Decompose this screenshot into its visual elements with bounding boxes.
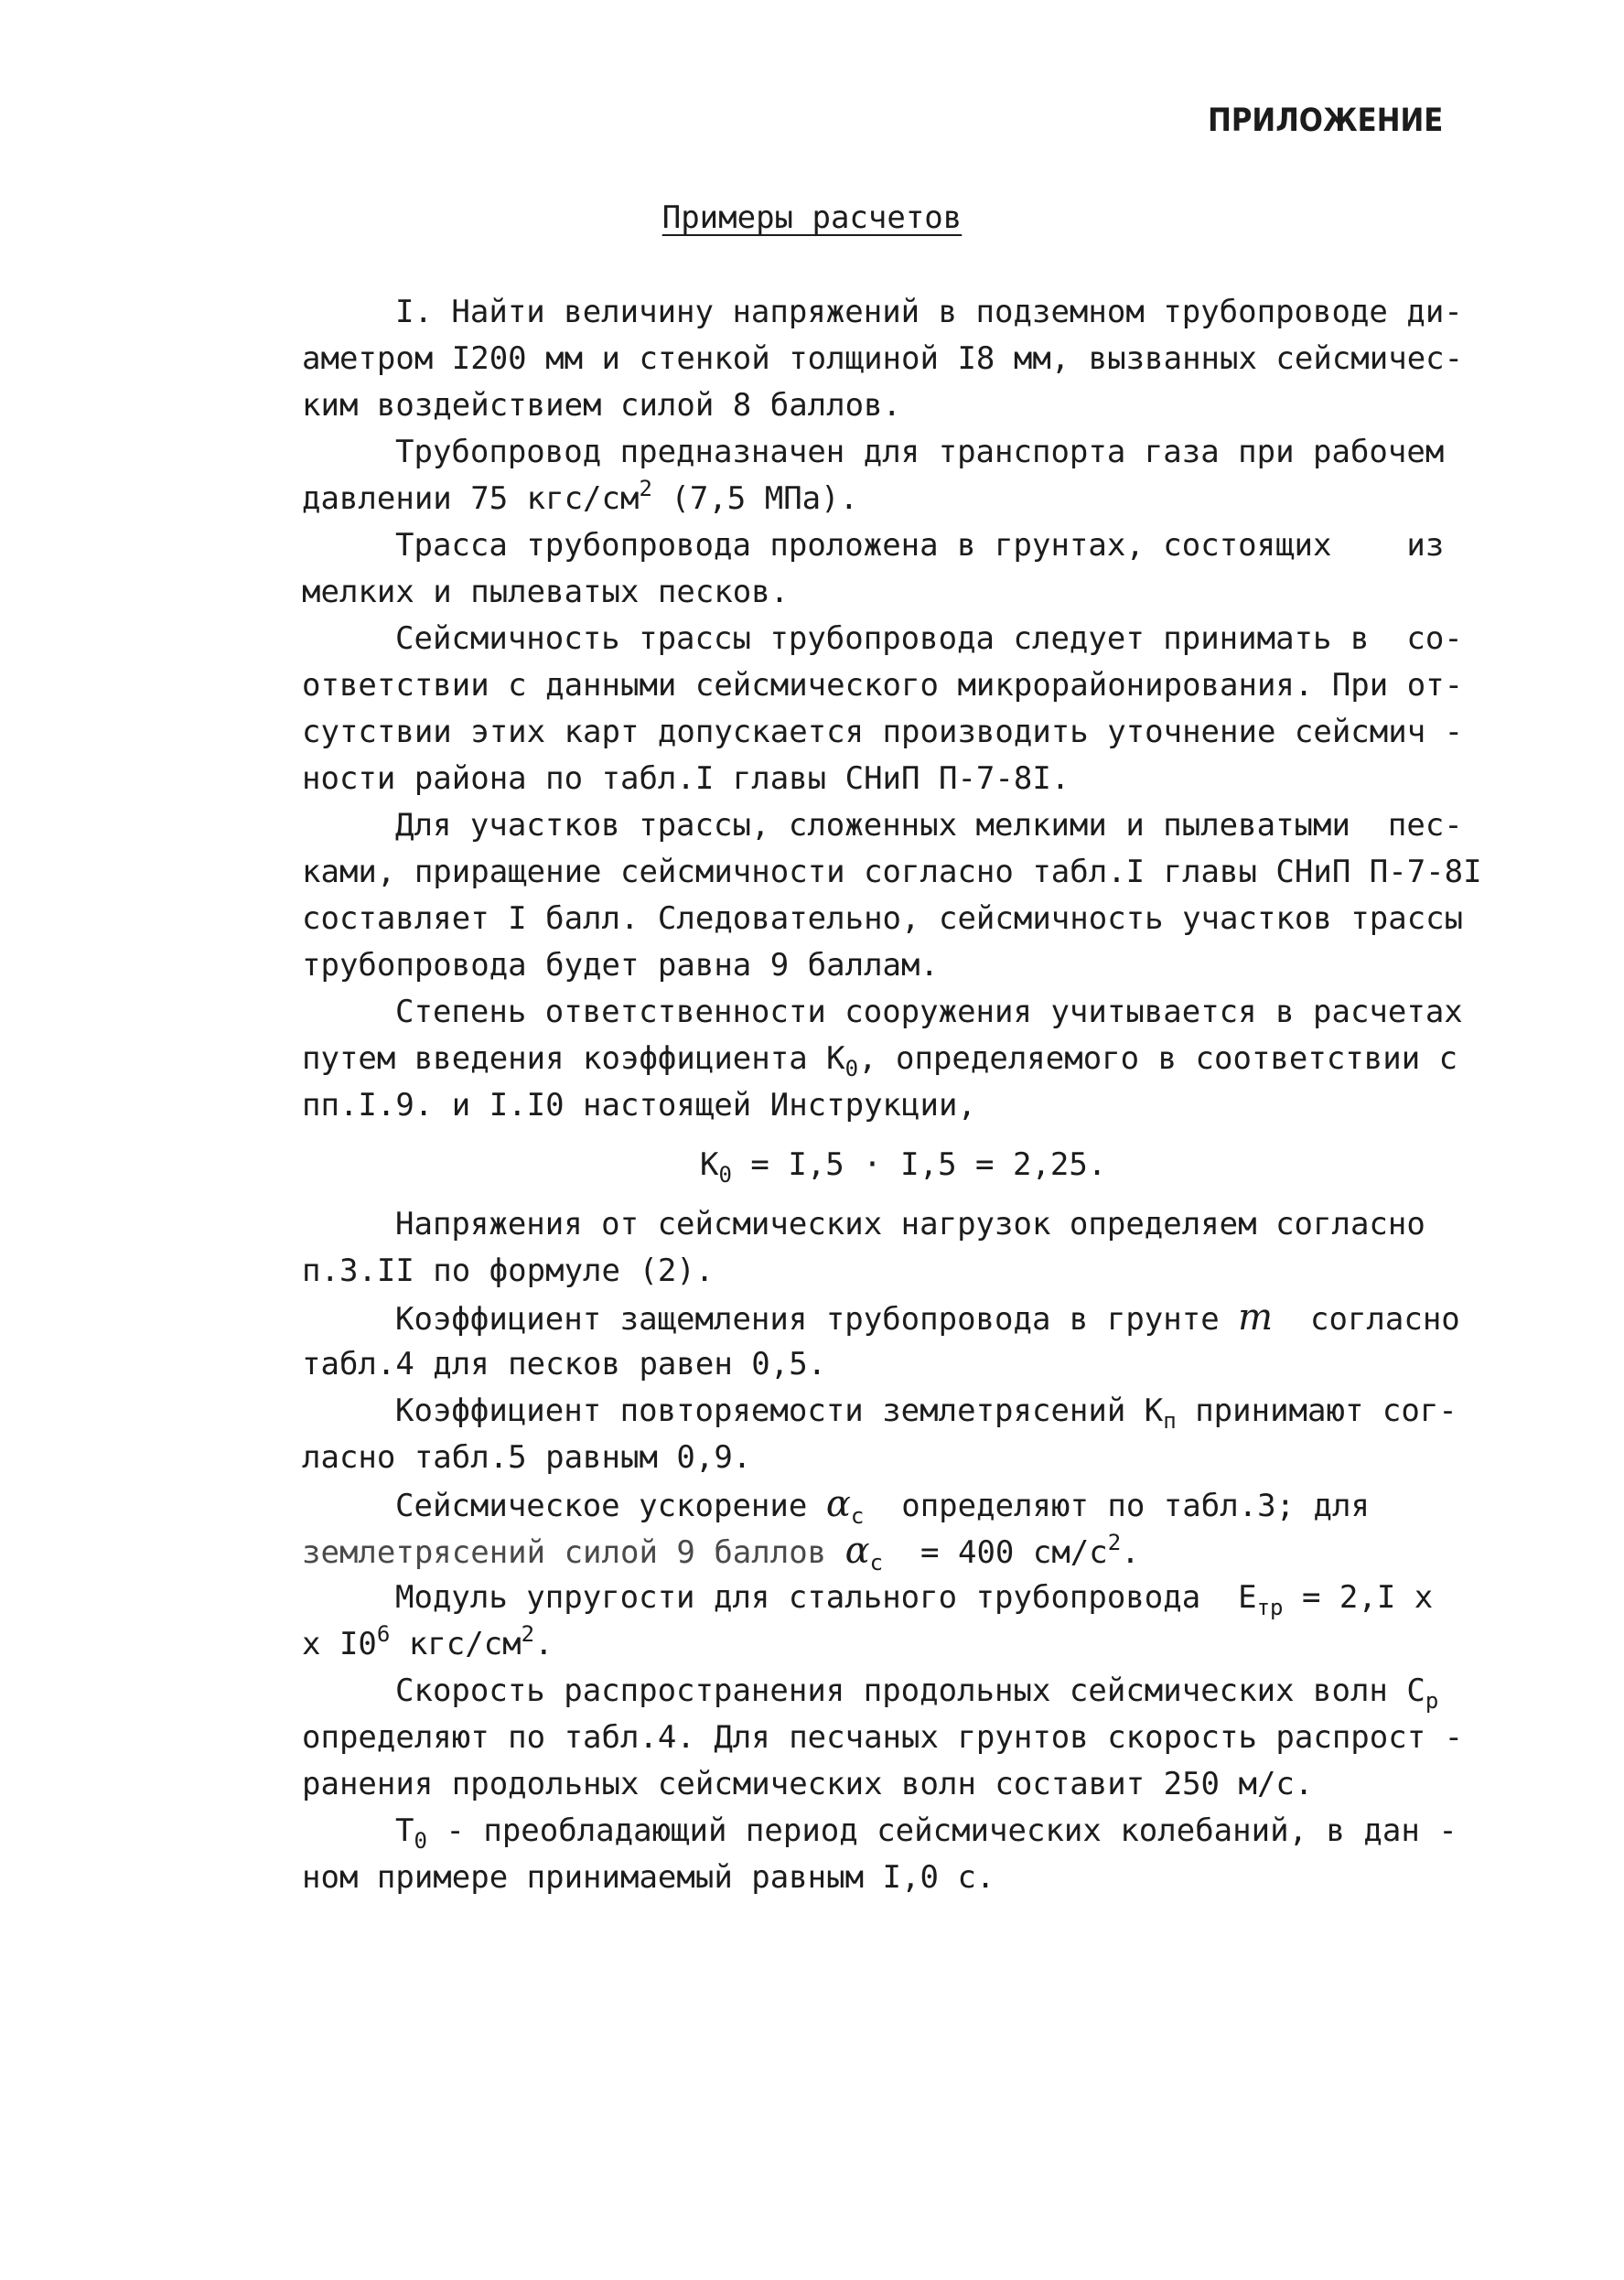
paragraph-6-line-1: Степень ответственности сооружения учитывается в расчетах bbox=[395, 994, 1463, 1030]
acceleration-value: = 400 см/с bbox=[883, 1534, 1108, 1571]
earthquake-text: землетрясений силой 9 баллов bbox=[302, 1534, 845, 1571]
document-body bbox=[302, 289, 1482, 1901]
paragraph-9-line-1 bbox=[302, 1295, 1482, 1341]
paragraph-3-line-1: Трасса трубопровода проложена в грунтах, состоящих из bbox=[395, 527, 1445, 564]
wave-speed-subscript: р bbox=[1425, 1688, 1439, 1714]
coefficient-subscript: 0 bbox=[844, 1056, 859, 1081]
wave-speed-text: Скорость распространения продольных сейсмических волн С bbox=[395, 1672, 1425, 1709]
paragraph-5-line-4: трубопровода будет равна 9 баллам. bbox=[302, 947, 939, 984]
recurrence-text-rest: принимают сог- bbox=[1176, 1393, 1457, 1429]
acceleration-text: Сейсмическое ускорение bbox=[395, 1488, 826, 1524]
formula-symbol: К bbox=[700, 1146, 719, 1183]
modulus-power-base: x I0 bbox=[302, 1626, 377, 1662]
acceleration-subscript: c bbox=[850, 1503, 865, 1529]
paragraph-11-line-2 bbox=[302, 1528, 1482, 1575]
paragraph-1-line-2: аметром I200 мм и стенкой толщиной I8 мм, вызванных сейсмичес- bbox=[302, 340, 1464, 377]
section-title: Примеры расчетов bbox=[661, 199, 963, 236]
paragraph-12-line-1 bbox=[302, 1575, 1482, 1621]
acceleration-exponent: 2 bbox=[1107, 1530, 1122, 1555]
paragraph-9-line-2: табл.4 для песков равен 0,5. bbox=[302, 1346, 827, 1382]
coefficient-text-rest: , определяемого в соответствии с bbox=[858, 1040, 1458, 1077]
pressure-text: давлении 75 кгс/см bbox=[302, 480, 640, 517]
paragraph-5-line-2: ками, приращение сейсмичности согласно табл.I главы СНиП П-7-8I bbox=[302, 854, 1482, 890]
paragraph-1-line-1: I. Найти величину напряжений в подземном трубопроводе ди- bbox=[395, 294, 1463, 330]
paragraph-4-line-3: сутствии этих карт допускается производить уточнение сейсмич - bbox=[302, 714, 1464, 750]
clamping-symbol-m: m bbox=[1238, 1296, 1274, 1339]
paragraph-4-line-2: ответствии с данными сейсмического микрорайонирования. При от- bbox=[302, 667, 1464, 704]
paragraph-1-line-3: ким воздействием силой 8 баллов. bbox=[302, 387, 902, 424]
paragraph-8-line-2: п.3.II по формуле (2). bbox=[302, 1253, 715, 1289]
formula-subscript: 0 bbox=[718, 1162, 732, 1188]
paragraph-8-line-1: Напряжения от сейсмических нагрузок определяем согласно bbox=[395, 1206, 1425, 1242]
paragraph-13-line-2: определяют по табл.4. Для песчаных грунтов скорость распрост - bbox=[302, 1719, 1464, 1756]
formula-expression: = I,5 · I,5 = 2,25. bbox=[731, 1146, 1107, 1183]
acceleration-end: . bbox=[1121, 1534, 1140, 1571]
paragraph-12-line-2 bbox=[302, 1621, 1482, 1668]
paragraph-14-line-1 bbox=[302, 1808, 1482, 1855]
coefficient-text: путем введения коэффициента К bbox=[302, 1040, 845, 1077]
acceleration-text-rest: определяют по табл.3; для bbox=[864, 1488, 1370, 1524]
formula-k0 bbox=[302, 1142, 1482, 1188]
paragraph-2-line-1: Трубопровод предназначен для транспорта газа при рабочем bbox=[395, 434, 1445, 470]
clamping-text-rest: согласно bbox=[1273, 1301, 1460, 1338]
clamping-text: Коэффициент защемления трубопровода в грунте bbox=[395, 1301, 1239, 1338]
modulus-text: Модуль упругости для стального трубопровода Е bbox=[395, 1579, 1257, 1616]
pressure-mpa: (7,5 МПа). bbox=[651, 480, 859, 517]
recurrence-text: Коэффициент повторяемости землетрясений К bbox=[395, 1393, 1164, 1429]
pressure-unit-exponent: 2 bbox=[639, 476, 652, 501]
paragraph-4-line-1: Сейсмичность трассы трубопровода следует принимать в со- bbox=[395, 620, 1463, 657]
paragraph-14-line-2: ном примере принимаемый равным I,0 с. bbox=[302, 1859, 995, 1896]
period-text: - преобладающий период сейсмических колебаний, в дан - bbox=[426, 1812, 1457, 1849]
paragraph-2-line-2 bbox=[302, 476, 1482, 522]
modulus-end: . bbox=[534, 1626, 554, 1662]
modulus-power-exponent: 6 bbox=[376, 1621, 391, 1647]
paragraph-13-line-1 bbox=[302, 1668, 1482, 1715]
paragraph-6-line-3: пп.I.9. и I.I0 настоящей Инструкции, bbox=[302, 1087, 976, 1124]
paragraph-13-line-3: ранения продольных сейсмических волн составит 250 м/с. bbox=[302, 1766, 1314, 1802]
recurrence-subscript: п bbox=[1163, 1408, 1177, 1434]
acceleration-subscript-2: c bbox=[869, 1550, 884, 1576]
paragraph-3-line-2: мелких и пылеватых песков. bbox=[302, 574, 790, 610]
paragraph-10-line-1 bbox=[302, 1388, 1482, 1435]
acceleration-symbol: α bbox=[825, 1483, 851, 1525]
period-symbol: Т bbox=[395, 1812, 414, 1849]
paragraph-5-line-1: Для участков трассы, сложенных мелкими и пылеватыми пес- bbox=[395, 807, 1463, 844]
paragraph-4-line-4: ности района по табл.I главы СНиП П-7-8I. bbox=[302, 760, 1070, 797]
paragraph-10-line-2: ласно табл.5 равным 0,9. bbox=[302, 1439, 752, 1476]
paragraph-11-line-1 bbox=[302, 1481, 1482, 1528]
paragraph-6-line-2 bbox=[302, 1036, 1482, 1082]
modulus-unit-exponent: 2 bbox=[521, 1621, 535, 1647]
paragraph-5-line-3: составляет I балл. Следовательно, сейсмичность участков трассы bbox=[302, 900, 1464, 937]
modulus-value: = 2,I x bbox=[1283, 1579, 1434, 1616]
modulus-subscript: тр bbox=[1256, 1595, 1284, 1620]
period-subscript: 0 bbox=[414, 1828, 427, 1854]
modulus-unit: кгс/см bbox=[390, 1626, 522, 1662]
appendix-label: ПРИЛОЖЕНИЕ bbox=[1207, 102, 1443, 139]
acceleration-symbol-2: α bbox=[844, 1530, 870, 1572]
